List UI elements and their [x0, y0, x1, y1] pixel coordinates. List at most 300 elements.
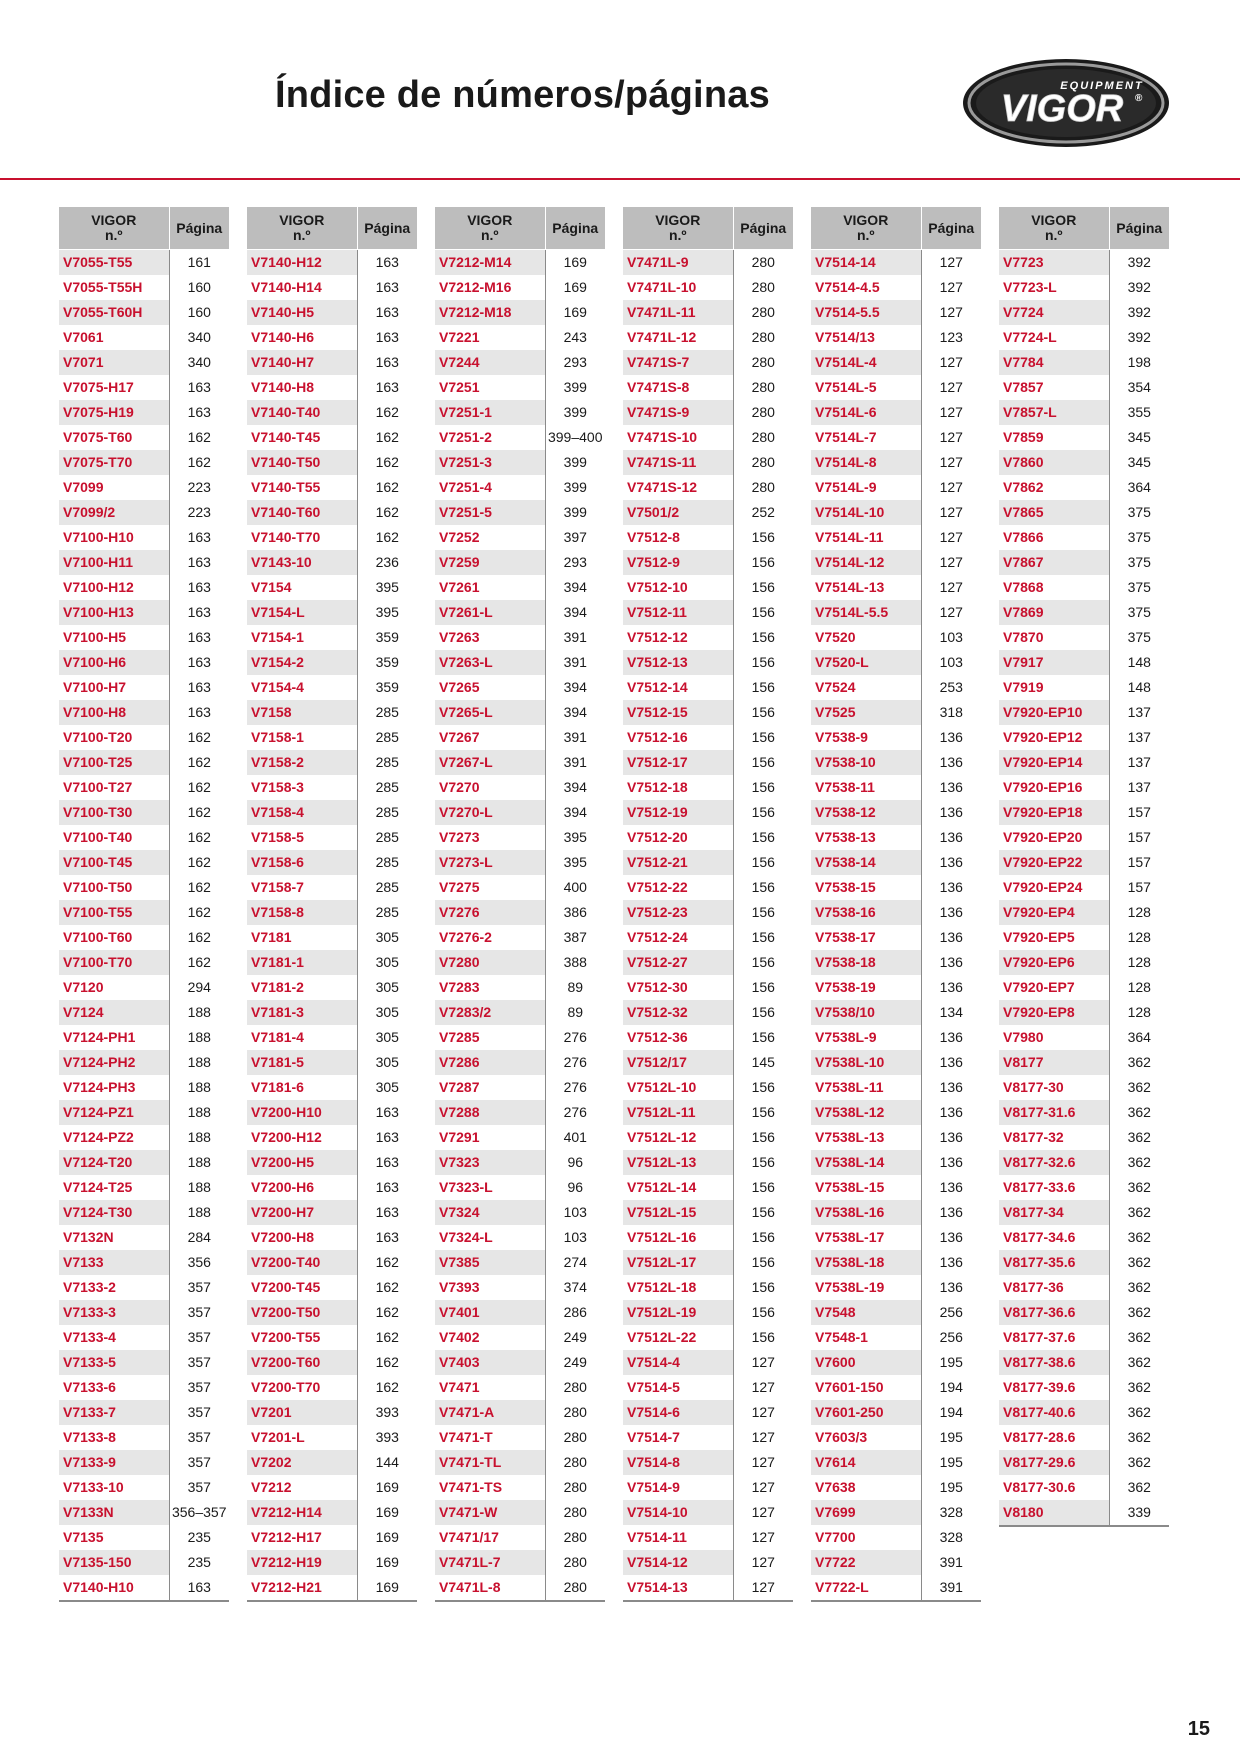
page-ref: 399 — [545, 450, 605, 475]
page-ref: 163 — [357, 1100, 417, 1125]
part-number: V7512/17 — [623, 1050, 733, 1075]
part-number: V7100-H12 — [59, 575, 169, 600]
table-row — [811, 1175, 981, 1200]
part-number: V7251-3 — [435, 450, 545, 475]
part-number: V7100-T45 — [59, 850, 169, 875]
page-ref: 157 — [1109, 800, 1169, 825]
page-ref: 163 — [169, 650, 229, 675]
part-number: V7514/13 — [811, 325, 921, 350]
page-ref: 388 — [545, 950, 605, 975]
page-ref: 280 — [733, 475, 793, 500]
page-ref: 156 — [733, 1300, 793, 1325]
table-row — [59, 450, 229, 475]
page-ref: 156 — [733, 550, 793, 575]
part-number: V7538-17 — [811, 925, 921, 950]
header-vigor-number — [623, 207, 733, 250]
part-number: V7514L-4 — [811, 350, 921, 375]
table-row — [435, 1225, 605, 1250]
page-ref: 391 — [921, 1575, 981, 1601]
page-ref: 188 — [169, 1200, 229, 1225]
page-ref: 362 — [1109, 1225, 1169, 1250]
table-row — [247, 325, 417, 350]
table-row — [435, 1200, 605, 1225]
table-row — [435, 500, 605, 525]
page-ref: 235 — [169, 1525, 229, 1550]
page-ref: 162 — [169, 900, 229, 925]
page-ref: 223 — [169, 500, 229, 525]
page-ref: 156 — [733, 800, 793, 825]
table-row — [435, 300, 605, 325]
part-number: V7323-L — [435, 1175, 545, 1200]
page-ref: 103 — [921, 650, 981, 675]
page-ref: 340 — [169, 350, 229, 375]
page-ref: 364 — [1109, 1025, 1169, 1050]
table-row — [59, 525, 229, 550]
page-ref: 89 — [545, 975, 605, 1000]
header-vigor-number-line: n.º — [104, 227, 123, 243]
part-number: V7869 — [999, 600, 1109, 625]
part-number: V7201 — [247, 1400, 357, 1425]
table-row — [247, 500, 417, 525]
table-row — [59, 1475, 229, 1500]
table-row — [59, 1400, 229, 1425]
page-ref: 188 — [169, 1000, 229, 1025]
page-ref: 362 — [1109, 1100, 1169, 1125]
table-row — [435, 1425, 605, 1450]
page-ref: 163 — [357, 1125, 417, 1150]
part-number: V7538-9 — [811, 725, 921, 750]
table-row — [59, 1525, 229, 1550]
table-row — [435, 1125, 605, 1150]
part-number: V7514-7 — [623, 1425, 733, 1450]
page-ref: 253 — [921, 675, 981, 700]
page-ref: 163 — [169, 600, 229, 625]
header-vigor-number-line: VIGOR — [279, 212, 325, 228]
table-row — [999, 550, 1169, 575]
table-row — [623, 275, 793, 300]
table-row — [435, 1350, 605, 1375]
part-number: V7181-6 — [247, 1075, 357, 1100]
header-vigor-number-line: n.º — [480, 227, 499, 243]
part-number: V7100-T30 — [59, 800, 169, 825]
part-number: V7724-L — [999, 325, 1109, 350]
table-row — [999, 475, 1169, 500]
table-row — [435, 900, 605, 925]
table-row — [999, 1450, 1169, 1475]
page-ref: 136 — [921, 1250, 981, 1275]
page-ref: 136 — [921, 1025, 981, 1050]
page-ref: 127 — [921, 475, 981, 500]
page-ref: 127 — [921, 300, 981, 325]
part-number: V7868 — [999, 575, 1109, 600]
table-row — [623, 350, 793, 375]
part-number: V7100-T55 — [59, 900, 169, 925]
part-number: V7920-EP6 — [999, 950, 1109, 975]
header-page: Página — [545, 207, 605, 250]
page-ref: 156 — [733, 1200, 793, 1225]
page-ref: 391 — [545, 625, 605, 650]
page-ref: 339 — [1109, 1500, 1169, 1526]
table-row — [435, 625, 605, 650]
table-row — [247, 700, 417, 725]
part-number: V7265-L — [435, 700, 545, 725]
index-table-4 — [623, 207, 793, 1602]
part-number: V7514-14 — [811, 250, 921, 276]
page-ref: 280 — [733, 375, 793, 400]
page-ref: 305 — [357, 1025, 417, 1050]
part-number: V7471S-9 — [623, 400, 733, 425]
table-row — [999, 1250, 1169, 1275]
page-ref: 194 — [921, 1375, 981, 1400]
part-number: V7919 — [999, 675, 1109, 700]
table-row — [623, 1475, 793, 1500]
part-number: V7200-T45 — [247, 1275, 357, 1300]
table-row — [59, 900, 229, 925]
page-ref: 156 — [733, 950, 793, 975]
page-ref: 156 — [733, 625, 793, 650]
page-ref: 280 — [545, 1550, 605, 1575]
page-ref: 163 — [169, 1575, 229, 1601]
table-row — [999, 800, 1169, 825]
table-row — [59, 950, 229, 975]
page-ref: 156 — [733, 1275, 793, 1300]
page-ref: 236 — [357, 550, 417, 575]
page-ref: 163 — [169, 375, 229, 400]
page-ref: 357 — [169, 1450, 229, 1475]
part-number: V7133-5 — [59, 1350, 169, 1375]
part-number: V7512L-18 — [623, 1275, 733, 1300]
table-row — [247, 600, 417, 625]
part-number: V7514-9 — [623, 1475, 733, 1500]
table-row — [247, 975, 417, 1000]
part-number: V7514-5.5 — [811, 300, 921, 325]
table-row — [811, 1300, 981, 1325]
table-row — [435, 400, 605, 425]
part-number: V7135-150 — [59, 1550, 169, 1575]
part-number: V7601-250 — [811, 1400, 921, 1425]
table-row — [435, 925, 605, 950]
header-page: Página — [921, 207, 981, 250]
table-row — [623, 1550, 793, 1575]
table-row — [811, 975, 981, 1000]
page-ref: 136 — [921, 800, 981, 825]
page-ref: 163 — [357, 1225, 417, 1250]
table-row — [811, 700, 981, 725]
part-number: V7512-30 — [623, 975, 733, 1000]
table-row — [999, 1050, 1169, 1075]
part-number: V7273-L — [435, 850, 545, 875]
page-ref: 305 — [357, 1050, 417, 1075]
part-number: V7212-H17 — [247, 1525, 357, 1550]
table-row — [623, 850, 793, 875]
table-row — [59, 1575, 229, 1601]
page-ref: 157 — [1109, 850, 1169, 875]
page-ref: 127 — [733, 1350, 793, 1375]
table-row — [435, 1050, 605, 1075]
table-row — [247, 550, 417, 575]
table-row — [435, 1100, 605, 1125]
page-ref: 96 — [545, 1175, 605, 1200]
table-row — [811, 325, 981, 350]
page-ref: 318 — [921, 700, 981, 725]
table-row — [811, 400, 981, 425]
part-number: V7920-EP12 — [999, 725, 1109, 750]
page-ref: 294 — [169, 975, 229, 1000]
table-row — [623, 600, 793, 625]
part-number: V7538L-17 — [811, 1225, 921, 1250]
page-ref: 127 — [733, 1400, 793, 1425]
part-number: V7099 — [59, 475, 169, 500]
table-row — [59, 425, 229, 450]
page-ref: 156 — [733, 850, 793, 875]
table-row — [247, 1150, 417, 1175]
table-row — [247, 1550, 417, 1575]
page-ref: 144 — [357, 1450, 417, 1475]
part-number: V7140-T55 — [247, 475, 357, 500]
part-number: V7501/2 — [623, 500, 733, 525]
part-number: V7323 — [435, 1150, 545, 1175]
header-vigor-number — [247, 207, 357, 250]
page-ref: 169 — [357, 1575, 417, 1601]
part-number: V7723-L — [999, 275, 1109, 300]
header-vigor-number-line: VIGOR — [843, 212, 889, 228]
page-ref: 156 — [733, 1325, 793, 1350]
table-row — [59, 1325, 229, 1350]
part-number: V7133N — [59, 1500, 169, 1525]
table-row — [59, 275, 229, 300]
table-row — [623, 825, 793, 850]
table-row — [623, 650, 793, 675]
part-number: V7100-T20 — [59, 725, 169, 750]
page-ref: 156 — [733, 825, 793, 850]
part-number: V7158-8 — [247, 900, 357, 925]
part-number: V7200-T50 — [247, 1300, 357, 1325]
table-row — [811, 600, 981, 625]
page-ref: 397 — [545, 525, 605, 550]
index-table-3 — [435, 207, 605, 1602]
page-ref: 399 — [545, 400, 605, 425]
header-vigor-number-line: n.º — [1044, 227, 1063, 243]
table-row — [623, 1050, 793, 1075]
part-number: V7265 — [435, 675, 545, 700]
part-number: V7870 — [999, 625, 1109, 650]
part-number: V8177-35.6 — [999, 1250, 1109, 1275]
table-row — [623, 1250, 793, 1275]
part-number: V7140-H7 — [247, 350, 357, 375]
page-ref: 394 — [545, 700, 605, 725]
page-ref: 127 — [733, 1525, 793, 1550]
page-ref: 394 — [545, 675, 605, 700]
page-ref: 393 — [357, 1425, 417, 1450]
table-row — [999, 725, 1169, 750]
table-row — [247, 1325, 417, 1350]
header-vigor-number-line: VIGOR — [91, 212, 137, 228]
table-row — [999, 1475, 1169, 1500]
table-row — [247, 650, 417, 675]
table-row — [59, 1450, 229, 1475]
page-ref: 163 — [357, 375, 417, 400]
page-ref: 195 — [921, 1425, 981, 1450]
page-ref: 395 — [545, 850, 605, 875]
table-row — [999, 675, 1169, 700]
table-row — [59, 1150, 229, 1175]
page-ref: 136 — [921, 925, 981, 950]
page-ref: 285 — [357, 750, 417, 775]
table-row — [623, 1450, 793, 1475]
table-row — [435, 550, 605, 575]
part-number: V7538-10 — [811, 750, 921, 775]
table-row — [59, 775, 229, 800]
page-ref: 137 — [1109, 700, 1169, 725]
page-ref: 156 — [733, 525, 793, 550]
part-number: V8177-30 — [999, 1075, 1109, 1100]
page-ref: 156 — [733, 1175, 793, 1200]
page-ref: 157 — [1109, 825, 1169, 850]
header-divider — [0, 178, 1240, 180]
page-ref: 169 — [357, 1550, 417, 1575]
page-ref: 280 — [545, 1575, 605, 1601]
page-number: 15 — [1187, 1718, 1210, 1740]
index-table-6 — [999, 207, 1169, 1527]
page-ref: 156 — [733, 1100, 793, 1125]
table-row — [435, 525, 605, 550]
page-ref: 127 — [921, 575, 981, 600]
header-vigor-number-line: VIGOR — [1031, 212, 1077, 228]
table-row — [999, 1075, 1169, 1100]
table-row — [623, 1500, 793, 1525]
page-ref: 280 — [545, 1425, 605, 1450]
part-number: V8177-28.6 — [999, 1425, 1109, 1450]
table-row — [811, 1425, 981, 1450]
table-row — [623, 575, 793, 600]
part-number: V7075-H19 — [59, 400, 169, 425]
part-number: V7280 — [435, 950, 545, 975]
page-ref: 305 — [357, 1075, 417, 1100]
table-row — [811, 1350, 981, 1375]
part-number: V7212 — [247, 1475, 357, 1500]
part-number: V7514-5 — [623, 1375, 733, 1400]
page-ref: 162 — [169, 825, 229, 850]
part-number: V7723 — [999, 250, 1109, 276]
page-ref: 256 — [921, 1300, 981, 1325]
page-ref: 136 — [921, 1200, 981, 1225]
part-number: V7512-23 — [623, 900, 733, 925]
part-number: V7251-4 — [435, 475, 545, 500]
page-ref: 393 — [357, 1400, 417, 1425]
table-row — [811, 1550, 981, 1575]
part-number: V7158-2 — [247, 750, 357, 775]
page-ref: 127 — [921, 275, 981, 300]
table-row — [59, 500, 229, 525]
part-number: V7140-H12 — [247, 250, 357, 276]
page-ref: 156 — [733, 725, 793, 750]
page-ref: 280 — [733, 250, 793, 276]
table-row — [811, 250, 981, 276]
table-row — [435, 1275, 605, 1300]
part-number: V7133-9 — [59, 1450, 169, 1475]
page-ref: 359 — [357, 650, 417, 675]
page-ref: 136 — [921, 825, 981, 850]
page-ref: 156 — [733, 900, 793, 925]
part-number: V7181-2 — [247, 975, 357, 1000]
table-row — [435, 1475, 605, 1500]
part-number: V7920-EP20 — [999, 825, 1109, 850]
page-ref: 285 — [357, 800, 417, 825]
table-row — [811, 1025, 981, 1050]
page-ref: 127 — [733, 1425, 793, 1450]
part-number: V7140-H5 — [247, 300, 357, 325]
table-row — [999, 1275, 1169, 1300]
page-ref: 252 — [733, 500, 793, 525]
table-header-row — [811, 207, 981, 250]
index-table-5 — [811, 207, 981, 1602]
table-row — [435, 675, 605, 700]
page-ref: 362 — [1109, 1125, 1169, 1150]
page-ref: 364 — [1109, 475, 1169, 500]
page-ref: 362 — [1109, 1300, 1169, 1325]
table-row — [247, 350, 417, 375]
part-number: V7512-13 — [623, 650, 733, 675]
page-ref: 195 — [921, 1350, 981, 1375]
page-ref: 136 — [921, 775, 981, 800]
page-ref: 188 — [169, 1100, 229, 1125]
page-ref: 162 — [169, 725, 229, 750]
page-ref: 162 — [357, 450, 417, 475]
table-row — [623, 1275, 793, 1300]
page-ref: 127 — [921, 525, 981, 550]
part-number: V7154 — [247, 575, 357, 600]
part-number: V7700 — [811, 1525, 921, 1550]
page-ref: 134 — [921, 1000, 981, 1025]
page-ref: 362 — [1109, 1425, 1169, 1450]
part-number: V7525 — [811, 700, 921, 725]
part-number: V7285 — [435, 1025, 545, 1050]
table-row — [623, 325, 793, 350]
table-row — [247, 1350, 417, 1375]
part-number: V7200-H7 — [247, 1200, 357, 1225]
table-row — [59, 1500, 229, 1525]
part-number: V7200-T60 — [247, 1350, 357, 1375]
page-ref: 136 — [921, 1100, 981, 1125]
table-row — [59, 550, 229, 575]
page-ref: 280 — [733, 325, 793, 350]
part-number: V7512-36 — [623, 1025, 733, 1050]
part-number: V7784 — [999, 350, 1109, 375]
part-number: V7514-6 — [623, 1400, 733, 1425]
part-number: V7133-8 — [59, 1425, 169, 1450]
page-ref: 162 — [357, 1350, 417, 1375]
part-number: V7471S-12 — [623, 475, 733, 500]
table-row — [999, 525, 1169, 550]
part-number: V7403 — [435, 1350, 545, 1375]
part-number: V7471L-9 — [623, 250, 733, 276]
part-number: V7200-H5 — [247, 1150, 357, 1175]
page-ref: 163 — [357, 350, 417, 375]
page-ref: 163 — [357, 1150, 417, 1175]
table-row — [247, 950, 417, 975]
table-row — [811, 650, 981, 675]
part-number: V8180 — [999, 1500, 1109, 1526]
part-number: V7512-22 — [623, 875, 733, 900]
part-number: V7512-14 — [623, 675, 733, 700]
part-number: V7514-12 — [623, 1550, 733, 1575]
page-ref: 359 — [357, 625, 417, 650]
part-number: V7154-L — [247, 600, 357, 625]
table-row — [623, 500, 793, 525]
part-number: V7538L-19 — [811, 1275, 921, 1300]
page-ref: 362 — [1109, 1250, 1169, 1275]
logo-registered: ® — [1135, 93, 1143, 104]
